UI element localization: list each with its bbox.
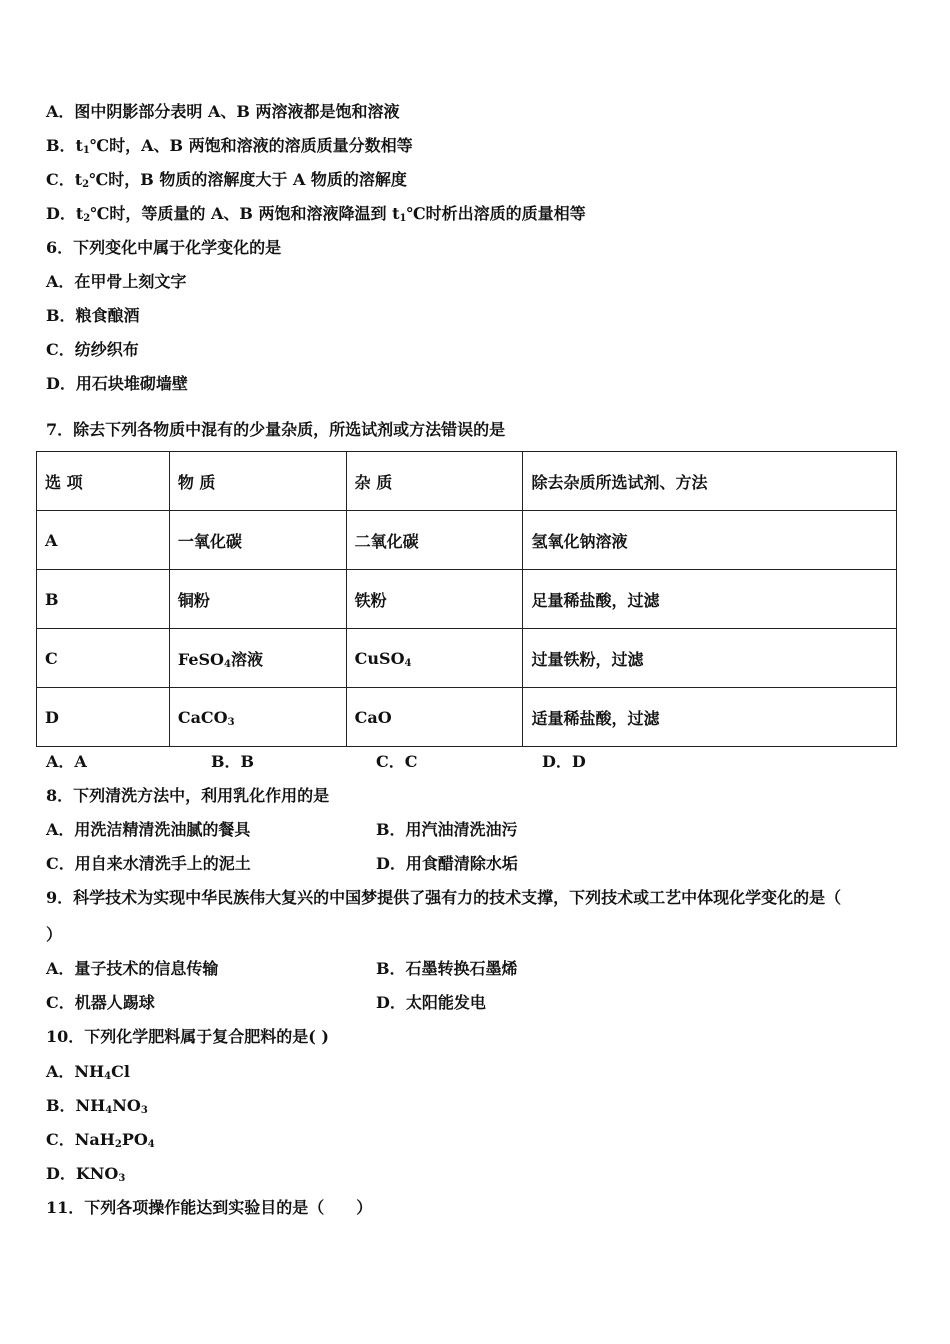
q8-option-d: D．用食醋清除水垢 (376, 854, 518, 873)
substance-cell (169, 570, 346, 629)
q9-option-a: A．量子技术的信息传输 (46, 959, 219, 978)
method-cell: 适量稀盐酸，过滤 (523, 688, 897, 747)
q9-question-end: ） (46, 925, 63, 944)
impurity-cell (346, 688, 523, 747)
q6-question: 6．下列变化中属于化学变化的是 (46, 238, 282, 257)
header-cell: 杂 质 (346, 452, 523, 511)
formula-part: 一氧化碳 (177, 531, 242, 551)
q6-option-b: B．粮食酿酒 (46, 306, 140, 325)
subscript: 2 (82, 179, 90, 190)
q6-option-a: A．在甲骨上刻文字 (46, 272, 187, 291)
table-row (37, 511, 897, 570)
option-label: B． (46, 136, 76, 155)
q8-question: 8．下列清洗方法中，利用乳化作用的是 (46, 786, 330, 805)
formula-part: NH (75, 1096, 106, 1115)
q6-option-d: D．用石块堆砌墙壁 (46, 374, 188, 393)
formula-part: FeSO (177, 649, 224, 669)
option-text-post: ℃时，B 物质的溶解度大于 A 物质的溶解度 (89, 170, 407, 189)
option-text: 图中阴影部分表明 A、B 两溶液都是饱和溶液 (74, 102, 400, 121)
q9-option-c: C．机器人踢球 (46, 993, 155, 1012)
impurity-cell (346, 570, 523, 629)
impurity-cell (346, 511, 523, 570)
option-label: A． (46, 102, 75, 121)
subscript: 1 (399, 213, 407, 224)
subscript: 3 (227, 716, 235, 728)
subscript: 2 (83, 213, 91, 224)
subscript: 4 (147, 1139, 155, 1150)
header-cell: 选 项 (37, 452, 170, 511)
subscript: 3 (118, 1173, 126, 1184)
formula-part: CuSO (354, 648, 405, 668)
option-label: A． (46, 1062, 75, 1081)
subscript: 3 (140, 1105, 148, 1116)
q10-option-c (46, 1129, 155, 1151)
option-text-post: ℃时，A、B 两饱和溶液的溶质质量分数相等 (89, 136, 413, 155)
option-label: C． (46, 170, 75, 189)
table-row (37, 688, 897, 747)
q11-question: 11．下列各项操作能达到实验目的是（ ） (46, 1198, 373, 1217)
method-cell: 足量稀盐酸，过滤 (523, 570, 897, 629)
header-cell: 除去杂质所选试剂、方法 (523, 452, 897, 511)
option-cell: B (37, 570, 170, 629)
table-row (37, 629, 897, 688)
table-row (37, 570, 897, 629)
option-label: D． (46, 204, 76, 223)
table-header-row (37, 452, 897, 511)
option-cell: A (37, 511, 170, 570)
q5-option-d (46, 203, 586, 225)
formula-part: NH (74, 1062, 105, 1081)
subscript: 1 (82, 145, 90, 156)
formula-part: 溶液 (230, 649, 263, 669)
q5-option-b (46, 135, 413, 157)
formula-part: Cl (111, 1062, 130, 1081)
option-text-pre: t (74, 170, 83, 189)
q7-table (36, 451, 897, 747)
option-text-pre: t (75, 204, 84, 223)
q9-question: 9．科学技术为实现中华民族伟大复兴的中国梦提供了强有力的技术支撑，下列技术或工艺中体现化学变化的是（ (46, 888, 842, 907)
subscript: 4 (104, 1071, 112, 1082)
q5-option-a (46, 101, 400, 123)
option-text-pre: t (75, 136, 83, 155)
subscript: 4 (223, 658, 231, 670)
q9-option-d: D．太阳能发电 (376, 993, 486, 1012)
subscript: 4 (404, 657, 412, 669)
q10-question: 10．下列化学肥料属于复合肥料的是( ) (46, 1027, 329, 1046)
option-cell: D (37, 688, 170, 747)
substance-cell (169, 629, 346, 688)
formula-part: KNO (75, 1164, 119, 1183)
q6-option-c: C．纺纱织布 (46, 340, 139, 359)
option-text-post: ℃时，等质量的 A、B 两饱和溶液降温到 t (90, 204, 400, 223)
q8-option-a: A．用洗洁精清洗油腻的餐具 (46, 820, 251, 839)
formula-part: 铁粉 (354, 590, 387, 610)
formula-part: CaO (354, 707, 392, 727)
q10-option-b (46, 1095, 148, 1117)
impurity-cell (346, 629, 523, 688)
method-cell: 过量铁粉，过滤 (523, 629, 897, 688)
q8-option-c: C．用自来水清洗手上的泥土 (46, 854, 251, 873)
option-label: B． (46, 1096, 76, 1115)
formula-part: NO (112, 1096, 141, 1115)
q10-option-a (46, 1061, 130, 1083)
q10-option-d (46, 1163, 125, 1185)
formula-part: CaCO (177, 707, 228, 727)
formula-part: 铜粉 (177, 590, 210, 610)
header-cell: 物 质 (169, 452, 346, 511)
method-cell: 氢氧化钠溶液 (523, 511, 897, 570)
formula-part: 二氧化碳 (354, 531, 419, 551)
subscript: 2 (114, 1139, 122, 1150)
subscript: 4 (105, 1105, 113, 1116)
option-label: C． (46, 1130, 75, 1149)
formula-part: PO (121, 1130, 148, 1149)
formula-part: NaH (74, 1130, 115, 1149)
q7-question: 7．除去下列各物质中混有的少量杂质，所选试剂或方法错误的是 (46, 420, 506, 439)
q9-option-b: B．石墨转换石墨烯 (376, 959, 518, 978)
substance-cell (169, 688, 346, 747)
q7-answer-d: D．D (542, 752, 586, 771)
q7-answer-b: B．B (211, 752, 255, 771)
option-label: D． (46, 1164, 76, 1183)
q7-answer-a: A．A (46, 752, 87, 771)
substance-cell (169, 511, 346, 570)
option-text-post: ℃时析出溶质的质量相等 (406, 204, 586, 223)
option-cell: C (37, 629, 170, 688)
q8-option-b: B．用汽油清洗油污 (376, 820, 518, 839)
q7-answer-c: C．C (376, 752, 418, 771)
q5-option-c (46, 169, 407, 191)
